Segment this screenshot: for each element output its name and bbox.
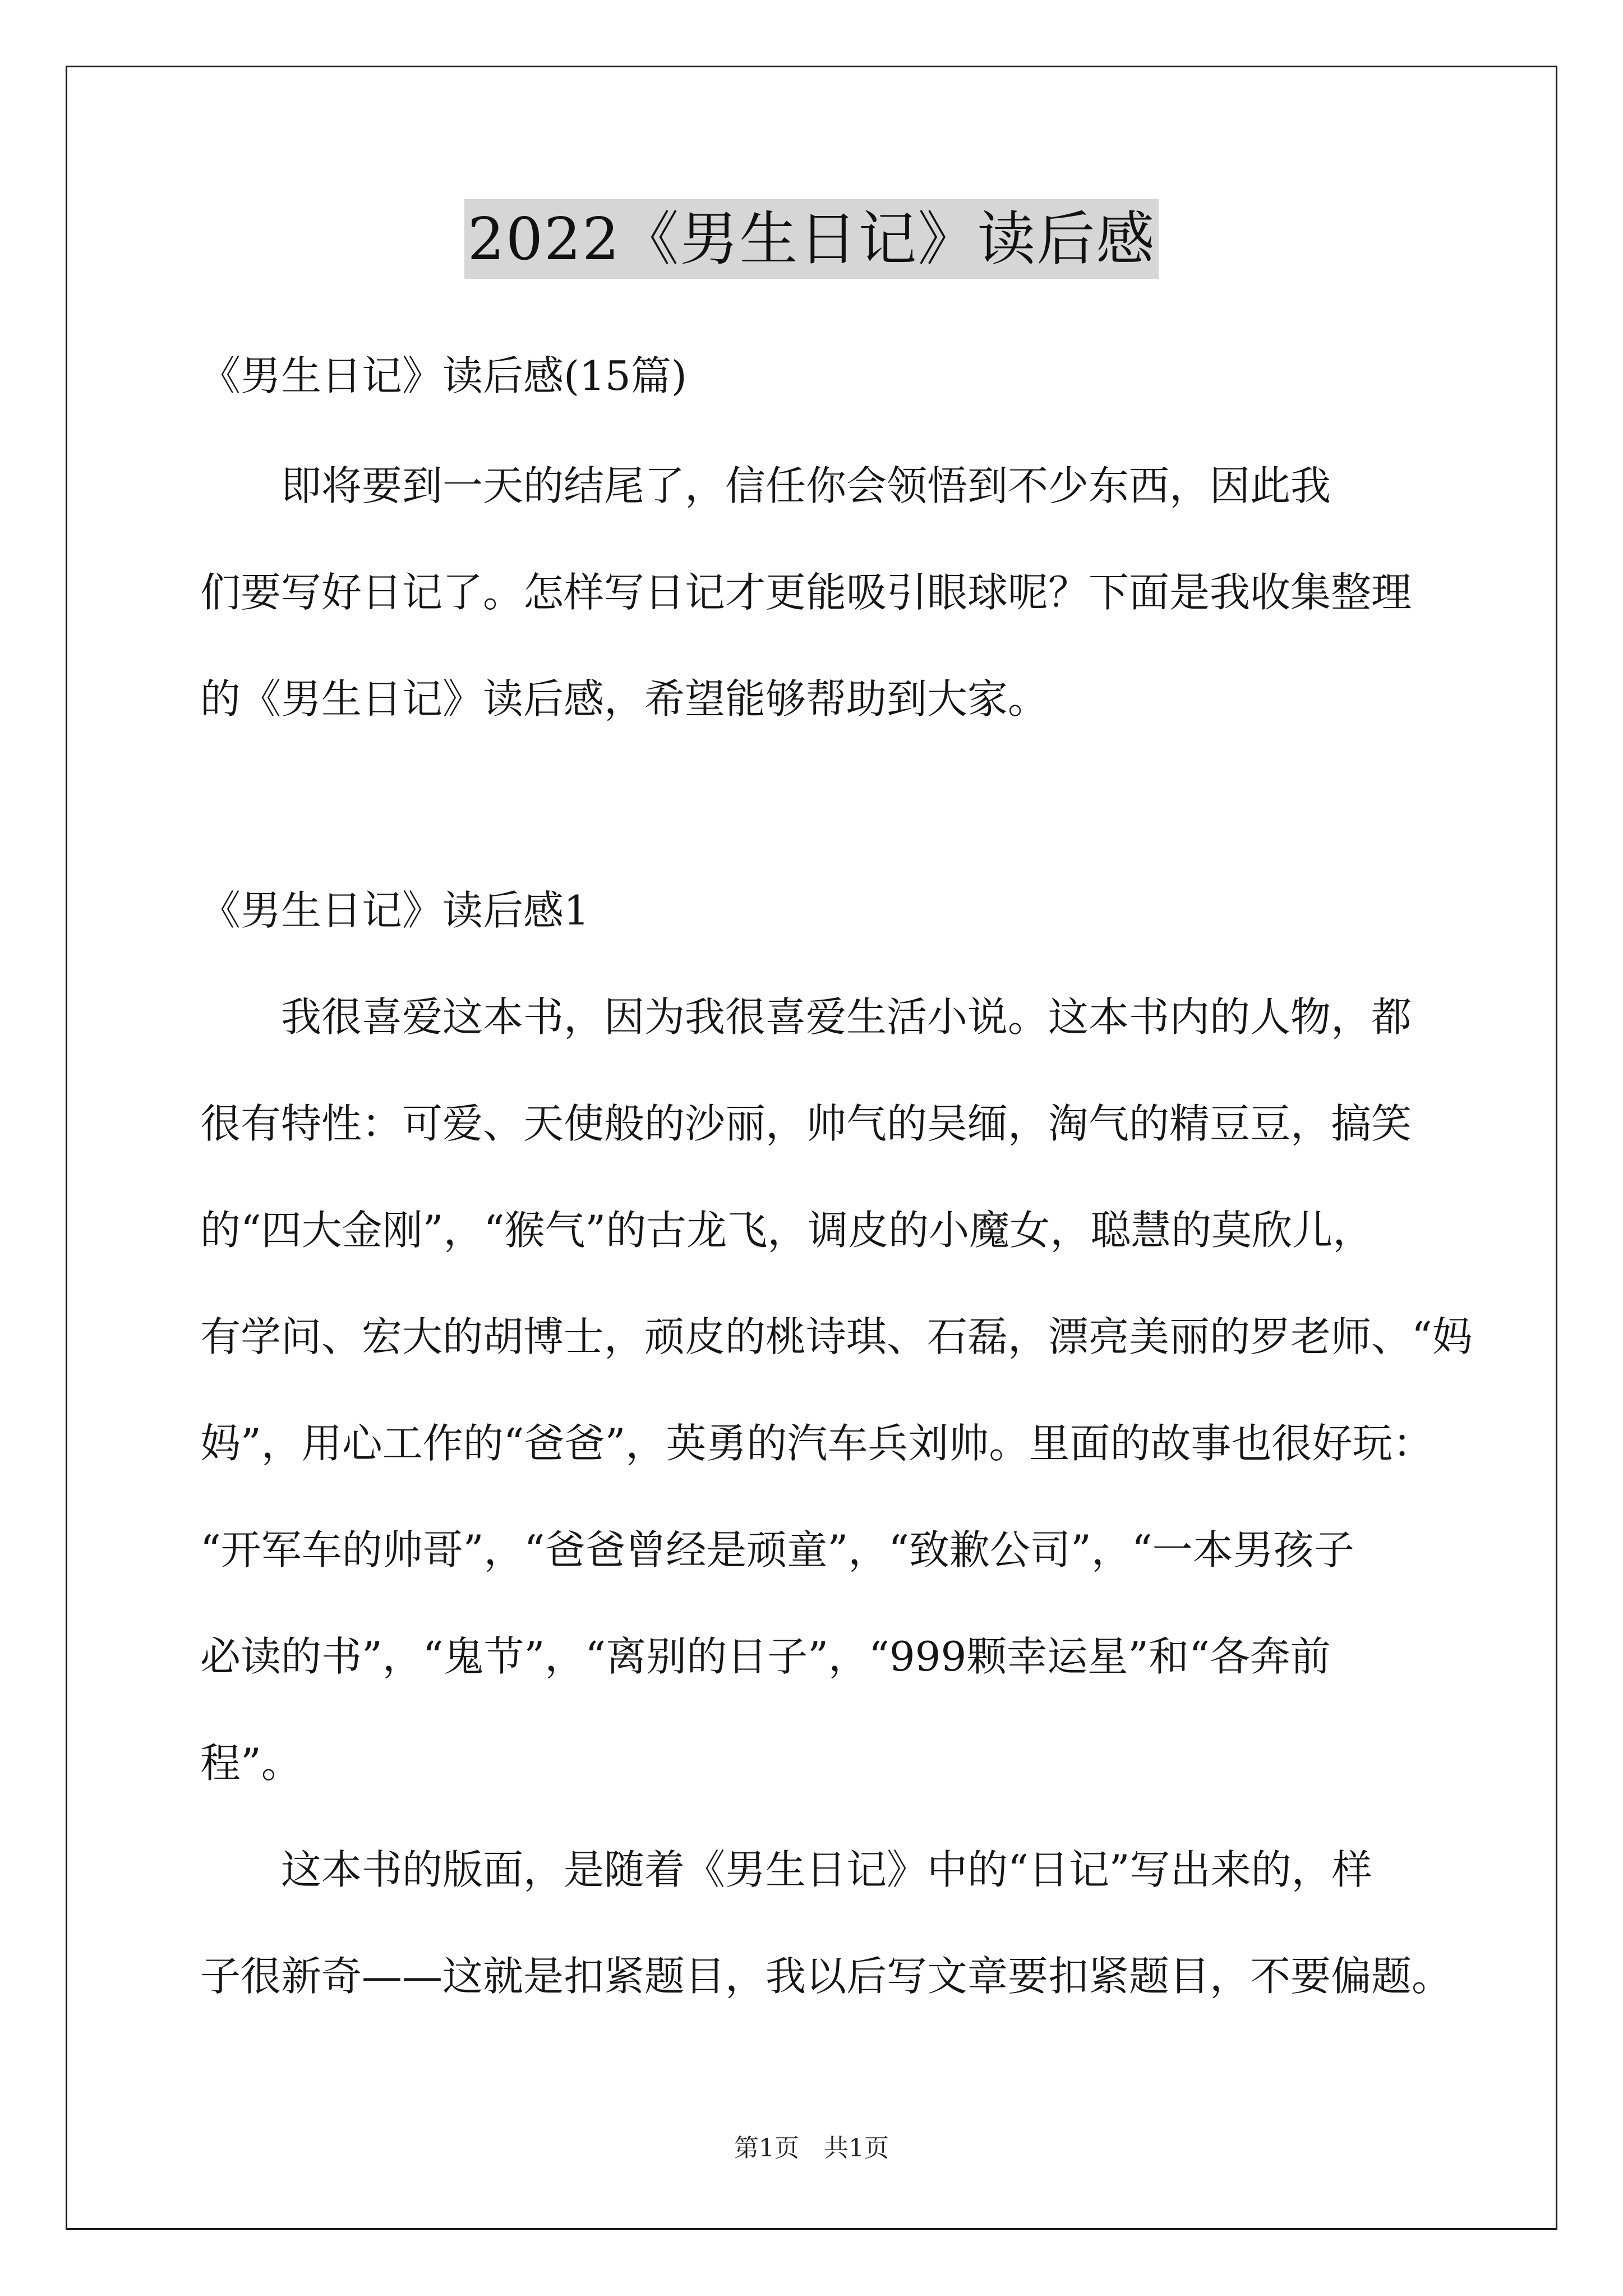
paragraph-line: 有学问、宏大的胡博士，顽皮的桃诗琪、石磊，漂亮美丽的罗老师、“妈 [200,1313,1473,1360]
intro-line: 们要写好日记了。怎样写日记才更能吸引眼球呢？下面是我收集整理 [200,569,1412,616]
paragraph-line: 这本书的版面，是随着《男生日记》中的“日记”写出来的，样 [200,1846,1372,1893]
title-container [0,199,1623,279]
intro-line: 的《男生日记》读后感，希望能够帮助到大家。 [200,675,1049,723]
paragraph-line: 必读的书”，“鬼节”，“离别的日子”，“999颗幸运星”和“各奔前 [200,1633,1331,1680]
section-heading: 《男生日记》读后感1 [200,887,589,934]
paragraph-line: 子很新奇——这就是扣紧题目，我以后写文章要扣紧题目，不要偏题。 [200,1953,1453,2000]
paragraph-line: 妈”，用心工作的“爸爸”，英勇的汽车兵刘帅。里面的故事也很好玩： [200,1420,1433,1467]
intro-line: 即将要到一天的结尾了，信任你会领悟到不少东西，因此我 [200,462,1331,509]
paragraph-line: “开军车的帅哥”，“爸爸曾经是顽童”，“致歉公司”，“一本男孩子 [200,1526,1354,1573]
paragraph-line: 的“四大金刚”，“猴气”的古龙飞，调皮的小魔女，聪慧的莫欣儿， [200,1207,1373,1254]
paragraph-line: 我很喜爱这本书，因为我很喜爱生活小说。这本书内的人物，都 [200,993,1412,1041]
paragraph-line: 程”。 [200,1740,302,1787]
page-footer: 第1页 共1页 [734,2134,889,2162]
subtitle: 《男生日记》读后感(15篇) [200,352,687,399]
paragraph-line: 很有特性：可爱、天使般的沙丽，帅气的吴缅，淘气的精豆豆，搞笑 [200,1100,1412,1147]
document-title: 2022《男生日记》读后感 [464,199,1159,279]
